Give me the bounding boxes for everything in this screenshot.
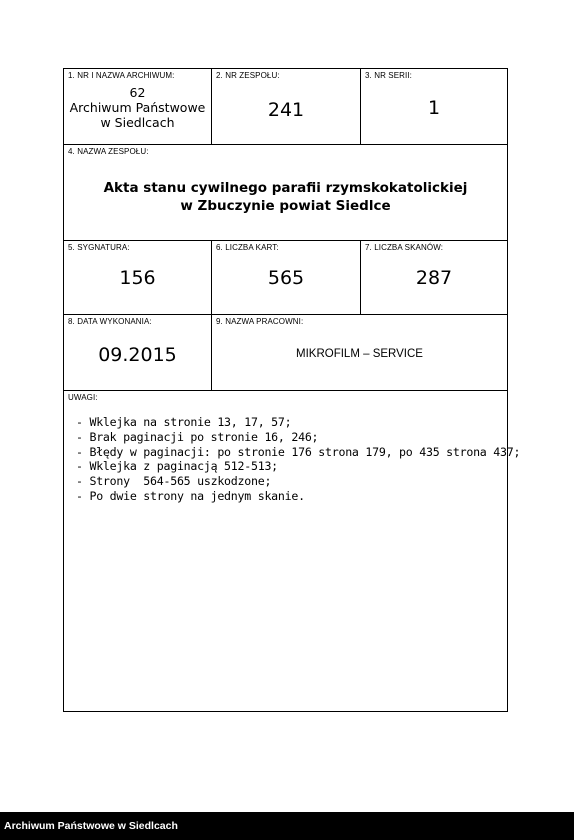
signature-value: 156 [119,267,156,289]
date-cell [64,315,212,391]
note-item: - Strony 564-565 uszkodzone; [76,474,272,489]
series-number-cell [361,69,507,145]
lab-label: 9. NAZWA PRACOWNI: [216,317,304,326]
fond-name-line2: w Zbuczynie powiat Siedlce [180,198,391,214]
scan-count-cell [361,241,507,315]
archive-name-line1: Archiwum Państwowe [69,100,206,115]
signature-label: 5. SYGNATURA: [68,243,130,252]
archive-number: 62 [129,85,146,100]
lab-value: MIKROFILM – SERVICE [296,348,423,360]
archive-name-line2: w Siedlcach [100,115,175,130]
notes-list [76,415,520,504]
fond-name-label: 4. NAZWA ZESPOŁU: [68,147,149,156]
fond-name-line1: Akta stanu cywilnego parafii rzymskokatolickiej [103,180,468,196]
signature-cell [64,241,212,315]
notes-cell [64,391,521,711]
archive-cell [64,69,212,145]
card-count-cell [212,241,361,315]
archive-label: 1. NR I NAZWA ARCHIWUM: [68,71,175,80]
scan-count-label: 7. LICZBA SKANÓW: [365,243,444,252]
card-count-value: 565 [267,267,305,289]
footer-text: Archiwum Państwowe w Siedlcach [4,820,178,832]
card-count-label: 6. LICZBA KART: [216,243,279,252]
fond-name-cell [64,145,507,241]
footer-bar [0,812,574,840]
note-item: - Brak paginacji po stronie 16, 246; [76,429,319,444]
note-item: - Błędy w paginacji: po stronie 176 strona 179, po 435 strona 437; [76,444,521,459]
series-number-label: 3. NR SERII: [365,71,412,80]
date-value: 09.2015 [98,344,177,366]
archive-form [63,68,521,712]
fond-number-cell [212,69,361,145]
fond-number-label: 2. NR ZESPOŁU: [216,71,280,80]
scan-count-value: 287 [415,267,453,289]
series-number-value: 1 [427,97,441,119]
fond-number-value: 241 [267,99,305,121]
note-item: - Wklejka na stronie 13, 17, 57; [76,415,292,429]
note-item: - Wklejka z paginacją 512-513; [76,459,278,474]
notes-label: UWAGI: [68,393,98,402]
note-item: - Po dwie strony na jednym skanie. [76,488,305,503]
lab-cell [212,315,507,391]
date-label: 8. DATA WYKONANIA: [68,317,152,326]
